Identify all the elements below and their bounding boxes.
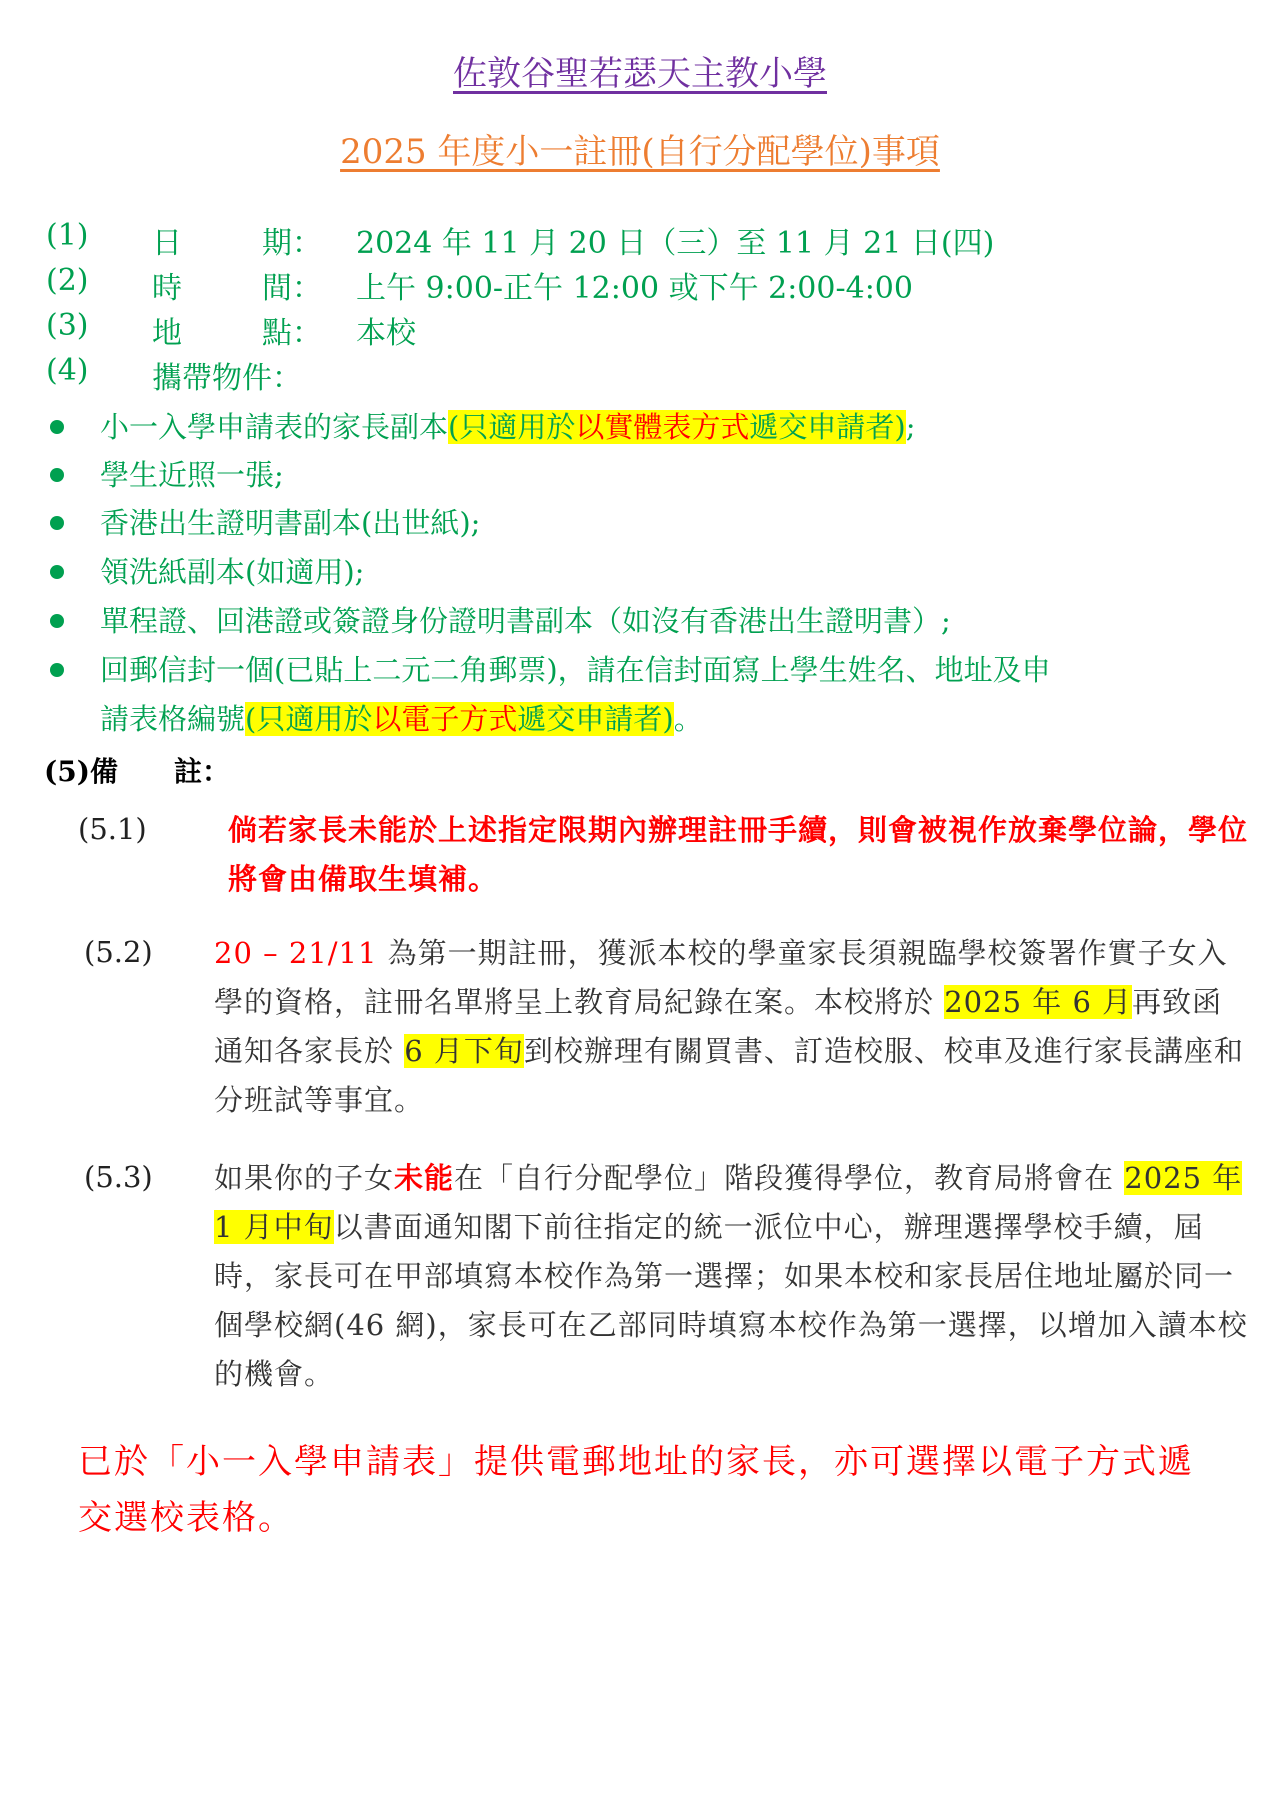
bullet-6-note-red: 以電子方式 (372, 702, 518, 736)
notice-title: 2025 年度小一註冊(自行分配學位)事項 (340, 132, 940, 172)
note-1-text: 倘若家長未能於上述指定限期內辦理註冊手續，則會被視作放棄學位論，學位將會由備取生填補。 (228, 813, 1249, 896)
item-2-key-a: 時 (152, 271, 182, 306)
item-2-time: 上午 9:00-正午 12:00 或下午 2:00-4:00 (356, 271, 913, 306)
bullet-dot-icon (50, 565, 64, 579)
bullet-dot-icon (50, 614, 64, 628)
note-2-part-b: 再致函通知各家長於 (214, 985, 1223, 1068)
item-2-num: (2) (46, 263, 89, 298)
bullet-1-text: 小一入學申請表的家長副本 (100, 410, 449, 444)
item-4-num: (4) (46, 353, 89, 388)
bullet-dot-icon (50, 468, 64, 482)
item-2-key-b: 間： (262, 271, 322, 306)
bullet-3: 香港出生證明書副本(出世紙); (100, 506, 481, 540)
bullet-6-note-b: 遞交申請者) (517, 702, 674, 736)
note-2-highlight-1: 2025 年 6 月 (944, 985, 1133, 1019)
bullet-6-end: 。 (673, 702, 703, 736)
item-3-location: 本校 (356, 316, 416, 351)
bullet-dot-icon (50, 516, 64, 530)
note-3-num: (5.3) (84, 1160, 153, 1194)
note-3-highlight: 2025 年 1 月中旬 (214, 1161, 1243, 1244)
bullet-5: 單程證、回港證或簽證身份證明書副本（如沒有香港出生證明書）; (100, 604, 951, 638)
item-1-key-a: 日 (152, 226, 182, 261)
note-2-highlight-2: 6 月下旬 (404, 1034, 524, 1068)
footer-note: 已於「小一入學申請表」提供電郵地址的家長，亦可選擇以電子方式遞交選校表格。 (78, 1442, 1194, 1538)
note-2-num: (5.2) (84, 935, 153, 969)
bullet-1-note-red: 以實體表方式 (575, 410, 750, 444)
bullet-6-note-a: (只適用於 (245, 702, 373, 736)
bullet-4: 領洗紙副本(如適用); (100, 555, 365, 589)
bullet-1-highlight (448, 410, 906, 444)
bullet-6-highlight (245, 702, 674, 736)
note-3-text (214, 1154, 1250, 1399)
bullet-dot-icon (50, 663, 64, 677)
item-4-key: 攜帶物件： (152, 361, 302, 396)
note-3-part-c: 以書面通知閣下前往指定的統一派位中心，辦理選擇學校手續，屆時，家長可在甲部填寫本校作為第一選擇；如果本校和家長居住地址屬於同一個學校網(46 網)，家長可在乙部同時填寫本校作為第一選擇，以增加入讀本校的機會。 (214, 1210, 1248, 1391)
school-name: 佐敦谷聖若瑟天主教小學 (453, 54, 827, 94)
bullet-1-end: ; (905, 410, 916, 444)
item-3-num: (3) (46, 308, 89, 343)
note-2-part-a: 為第一期註冊，獲派本校的學童家長須親臨學校簽署作實子女入學的資格，註冊名單將呈上教育局紀錄在案。本校將於 (214, 936, 1228, 1019)
bullet-6-line-1: 回郵信封一個(已貼上二元二角郵票)，請在信封面寫上學生姓名、地址及申 (100, 653, 1051, 687)
bullet-dot-icon (50, 420, 64, 434)
item-3-key-b: 點： (262, 316, 322, 351)
note-1-num: (5.1) (78, 812, 147, 846)
bullet-2: 學生近照一張; (100, 458, 284, 492)
note-2-part-c: 到校辦理有關買書、訂造校服、校車及進行家長講座和分班試等事宜。 (214, 1034, 1244, 1117)
item-3-key-a: 地 (152, 316, 182, 351)
note-3-red: 未能 (394, 1161, 455, 1195)
bullet-6-line-2 (100, 697, 703, 738)
note-3-part-a: 如果你的子女 (214, 1161, 395, 1195)
item-1-num: (1) (46, 218, 89, 253)
bullet-1-note-b: 遞交申請者) (749, 410, 906, 444)
note-3-part-b: 在「自行分配學位」階段獲得學位，教育局將會在 (454, 1161, 1125, 1195)
bullet-1-note-a: (只適用於 (448, 410, 576, 444)
notes-heading: (5)備 註： (44, 755, 230, 788)
bullet-6-text: 請表格編號 (100, 702, 246, 736)
item-1-key-b: 期： (262, 226, 322, 261)
note-2-text (214, 929, 1250, 1125)
note-2-dates: 20 – 21/11 (214, 936, 378, 970)
item-1-date: 2024 年 11 月 20 日（三）至 11 月 21 日(四) (356, 226, 995, 261)
bullet-1 (100, 405, 915, 446)
